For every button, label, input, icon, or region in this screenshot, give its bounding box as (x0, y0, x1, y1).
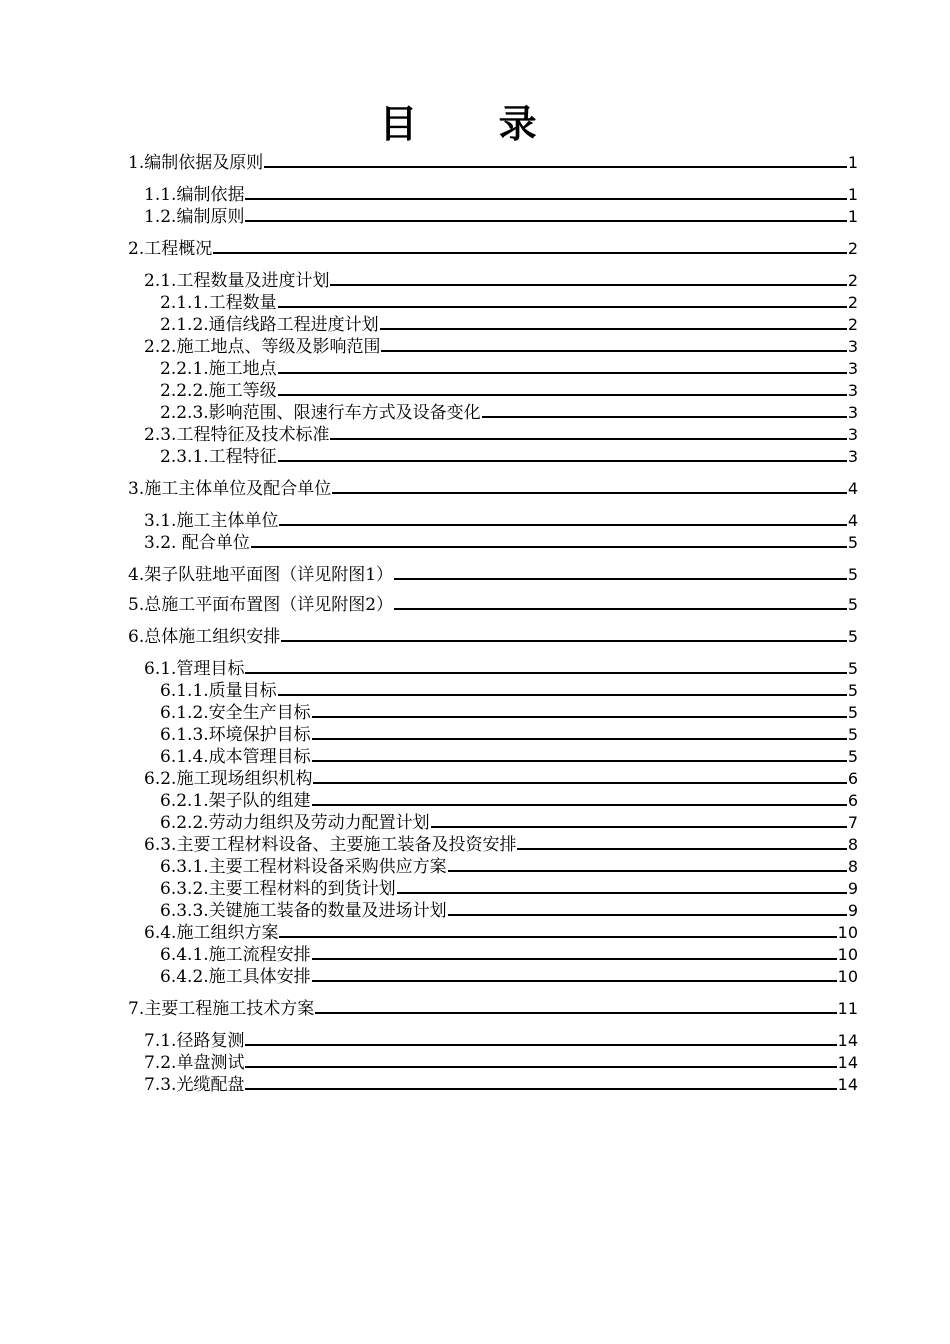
toc-entry-label: 1.编制依据及原则 (128, 153, 264, 173)
toc-entry[interactable] (144, 424, 858, 446)
toc-entry[interactable] (160, 702, 858, 724)
toc-leader-line (381, 350, 846, 352)
toc-entry-page-number: 2 (847, 271, 858, 290)
toc-entry[interactable] (160, 314, 858, 336)
toc-entry[interactable] (144, 532, 858, 554)
toc-leader-line (431, 826, 847, 828)
toc-leader-line (245, 672, 846, 674)
toc-entry-label: 2.3.工程特征及技术标准 (144, 425, 330, 445)
toc-entry-label: 3.施工主体单位及配合单位 (128, 479, 332, 499)
toc-entry-page-number: 5 (847, 725, 858, 744)
toc-entry[interactable] (160, 900, 858, 922)
toc-leader-line (251, 546, 847, 548)
toc-entry[interactable] (128, 564, 858, 586)
toc-leader-line (482, 416, 847, 418)
toc-entry-label: 2.1.2.通信线路工程进度计划 (160, 315, 379, 335)
toc-entry[interactable] (160, 446, 858, 468)
toc-leader-line (245, 220, 846, 222)
toc-entry-page-number: 5 (847, 659, 858, 678)
toc-leader-line (312, 716, 847, 718)
toc-leader-line (278, 306, 847, 308)
toc-leader-line (279, 524, 846, 526)
toc-entry-page-number: 7 (847, 813, 858, 832)
toc-leader-line (312, 738, 847, 740)
toc-entry-page-number: 5 (847, 681, 858, 700)
toc-entry-page-number: 5 (847, 533, 858, 552)
toc-entry-label: 6.1.4.成本管理目标 (160, 747, 311, 767)
toc-entry-label: 6.2.施工现场组织机构 (144, 769, 313, 789)
toc-entry-label: 6.3.主要工程材料设备、主要施工装备及投资安排 (144, 835, 517, 855)
toc-leader-line (312, 958, 837, 960)
toc-leader-line (245, 1066, 836, 1068)
toc-leader-line (332, 492, 847, 494)
toc-entry-page-number: 14 (837, 1075, 858, 1094)
toc-leader-line (278, 694, 847, 696)
toc-entry[interactable] (128, 594, 858, 616)
toc-entry-page-number: 4 (847, 479, 858, 498)
toc-entry-label: 7.3.光缆配盘 (144, 1075, 245, 1095)
toc-entry-page-number: 2 (847, 239, 858, 258)
toc-entry-page-number: 3 (847, 381, 858, 400)
toc-entry[interactable] (144, 1030, 858, 1052)
toc-leader-line (312, 804, 847, 806)
toc-entry-page-number: 3 (847, 447, 858, 466)
toc-entry[interactable] (160, 812, 858, 834)
toc-leader-line (245, 1044, 836, 1046)
toc-entry-label: 6.3.3.关键施工装备的数量及进场计划 (160, 901, 447, 921)
toc-leader-line (245, 198, 846, 200)
toc-entry-page-number: 8 (847, 857, 858, 876)
toc-entry-label: 1.2.编制原则 (144, 207, 245, 227)
toc-entry-label: 1.1.编制依据 (144, 185, 245, 205)
toc-entry[interactable] (144, 922, 858, 944)
toc-leader-line (380, 328, 847, 330)
toc-entry-label: 7.2.单盘测试 (144, 1053, 245, 1073)
toc-leader-line (279, 936, 836, 938)
toc-entry[interactable] (128, 238, 858, 260)
toc-leader-line (278, 460, 847, 462)
toc-leader-line (397, 892, 847, 894)
toc-entry[interactable] (144, 510, 858, 532)
toc-entry-label: 2.2.3.影响范围、限速行车方式及设备变化 (160, 403, 481, 423)
toc-entry-page-number: 6 (847, 791, 858, 810)
toc-entry-page-number: 3 (847, 359, 858, 378)
toc-entry-label: 6.1.2.安全生产目标 (160, 703, 311, 723)
toc-entry-label: 7.1.径路复测 (144, 1031, 245, 1051)
toc-entry[interactable] (160, 878, 858, 900)
toc-entry-label: 6.1.3.环境保护目标 (160, 725, 311, 745)
toc-entry[interactable] (144, 1052, 858, 1074)
toc-entry-page-number: 5 (847, 747, 858, 766)
toc-leader-line (281, 640, 847, 642)
toc-entry-label: 6.3.1.主要工程材料设备采购供应方案 (160, 857, 447, 877)
toc-entry-page-number: 10 (837, 923, 858, 942)
toc-title: 目 录 (379, 101, 571, 146)
toc-entry-label: 6.4.2.施工具体安排 (160, 967, 311, 987)
toc-entry-page-number: 5 (847, 703, 858, 722)
toc-entry-label: 2.1.工程数量及进度计划 (144, 271, 330, 291)
toc-entry[interactable] (160, 380, 858, 402)
toc-entry-label: 5.总施工平面布置图（详见附图2） (128, 595, 394, 615)
toc-entry-label: 6.3.2.主要工程材料的到货计划 (160, 879, 396, 899)
toc-entry-label: 4.架子队驻地平面图（详见附图1） (128, 565, 394, 585)
toc-leader-line (213, 252, 847, 254)
toc-entry-page-number: 10 (837, 967, 858, 986)
toc-entry-page-number: 9 (847, 901, 858, 920)
toc-leader-line (312, 980, 837, 982)
toc-leader-line (313, 782, 846, 784)
toc-entry-label: 6.4.施工组织方案 (144, 923, 279, 943)
toc-entry-label: 2.2.2.施工等级 (160, 381, 277, 401)
toc-leader-line (278, 394, 847, 396)
toc-entry-label: 6.2.2.劳动力组织及劳动力配置计划 (160, 813, 430, 833)
toc-entry-page-number: 11 (837, 999, 858, 1018)
toc-entry[interactable] (144, 270, 858, 292)
toc-entry-label: 6.4.1.施工流程安排 (160, 945, 311, 965)
toc-entry[interactable] (128, 478, 858, 500)
toc-entry-page-number: 6 (847, 769, 858, 788)
toc-entry-page-number: 14 (837, 1031, 858, 1050)
toc-entry-label: 6.总体施工组织安排 (128, 627, 281, 647)
toc-entry-page-number: 3 (847, 403, 858, 422)
toc-entry-page-number: 10 (837, 945, 858, 964)
toc-entry-page-number: 1 (847, 185, 858, 204)
toc-leader-line (245, 1088, 836, 1090)
toc-entry-page-number: 3 (847, 425, 858, 444)
toc-entry-page-number: 4 (847, 511, 858, 530)
toc-entry[interactable] (160, 292, 858, 314)
toc-leader-line (448, 870, 847, 872)
toc-entry-label: 6.2.1.架子队的组建 (160, 791, 311, 811)
toc-entry[interactable] (160, 680, 858, 702)
toc-entry-label: 2.1.1.工程数量 (160, 293, 277, 313)
toc-leader-line (315, 1012, 836, 1014)
toc-leader-line (312, 760, 847, 762)
toc-entry-label: 2.2.1.施工地点 (160, 359, 277, 379)
toc-entry[interactable] (128, 998, 858, 1020)
toc-entry[interactable] (144, 658, 858, 680)
toc-entry[interactable] (144, 834, 858, 856)
toc-entry[interactable] (160, 790, 858, 812)
toc-entry-page-number: 1 (847, 207, 858, 226)
toc-entry[interactable] (160, 724, 858, 746)
toc-entry-page-number: 14 (837, 1053, 858, 1072)
toc-entry[interactable] (160, 856, 858, 878)
toc-entry-label: 2.3.1.工程特征 (160, 447, 277, 467)
toc-entry-label: 6.1.管理目标 (144, 659, 245, 679)
toc-leader-line (264, 166, 847, 168)
toc-entry-label: 3.1.施工主体单位 (144, 511, 279, 531)
toc-entry-label: 2.2.施工地点、等级及影响范围 (144, 337, 381, 357)
toc-leader-line (517, 848, 846, 850)
toc-entry-page-number: 2 (847, 293, 858, 312)
toc-entry-page-number: 1 (847, 153, 858, 172)
toc-entry[interactable] (160, 944, 858, 966)
toc-entry-label: 7.主要工程施工技术方案 (128, 999, 315, 1019)
toc-entry[interactable] (160, 402, 858, 424)
toc-entry[interactable] (144, 336, 858, 358)
toc-entry[interactable] (160, 966, 858, 988)
toc-leader-line (278, 372, 847, 374)
toc-entry-page-number: 2 (847, 315, 858, 334)
toc-entry[interactable] (128, 152, 858, 174)
toc-entry-page-number: 5 (847, 595, 858, 614)
toc-entry-label: 2.工程概况 (128, 239, 213, 259)
toc-entry[interactable] (144, 206, 858, 228)
toc-entry-page-number: 9 (847, 879, 858, 898)
toc-entry-page-number: 5 (847, 565, 858, 584)
toc-leader-line (330, 284, 846, 286)
toc-leader-line (394, 608, 847, 610)
toc-entry-page-number: 8 (847, 835, 858, 854)
toc-entry-page-number: 3 (847, 337, 858, 356)
toc-entry[interactable] (144, 768, 858, 790)
toc-entry[interactable] (144, 1074, 858, 1096)
toc-entry-label: 3.2. 配合单位 (144, 533, 250, 553)
toc-entry[interactable] (128, 626, 858, 648)
toc-leader-line (330, 438, 846, 440)
toc-entry[interactable] (160, 746, 858, 768)
toc-entry-label: 6.1.1.质量目标 (160, 681, 277, 701)
toc-entry[interactable] (160, 358, 858, 380)
toc-entry[interactable] (144, 184, 858, 206)
toc-entry-page-number: 5 (847, 627, 858, 646)
toc-leader-line (448, 914, 847, 916)
toc-leader-line (394, 578, 847, 580)
